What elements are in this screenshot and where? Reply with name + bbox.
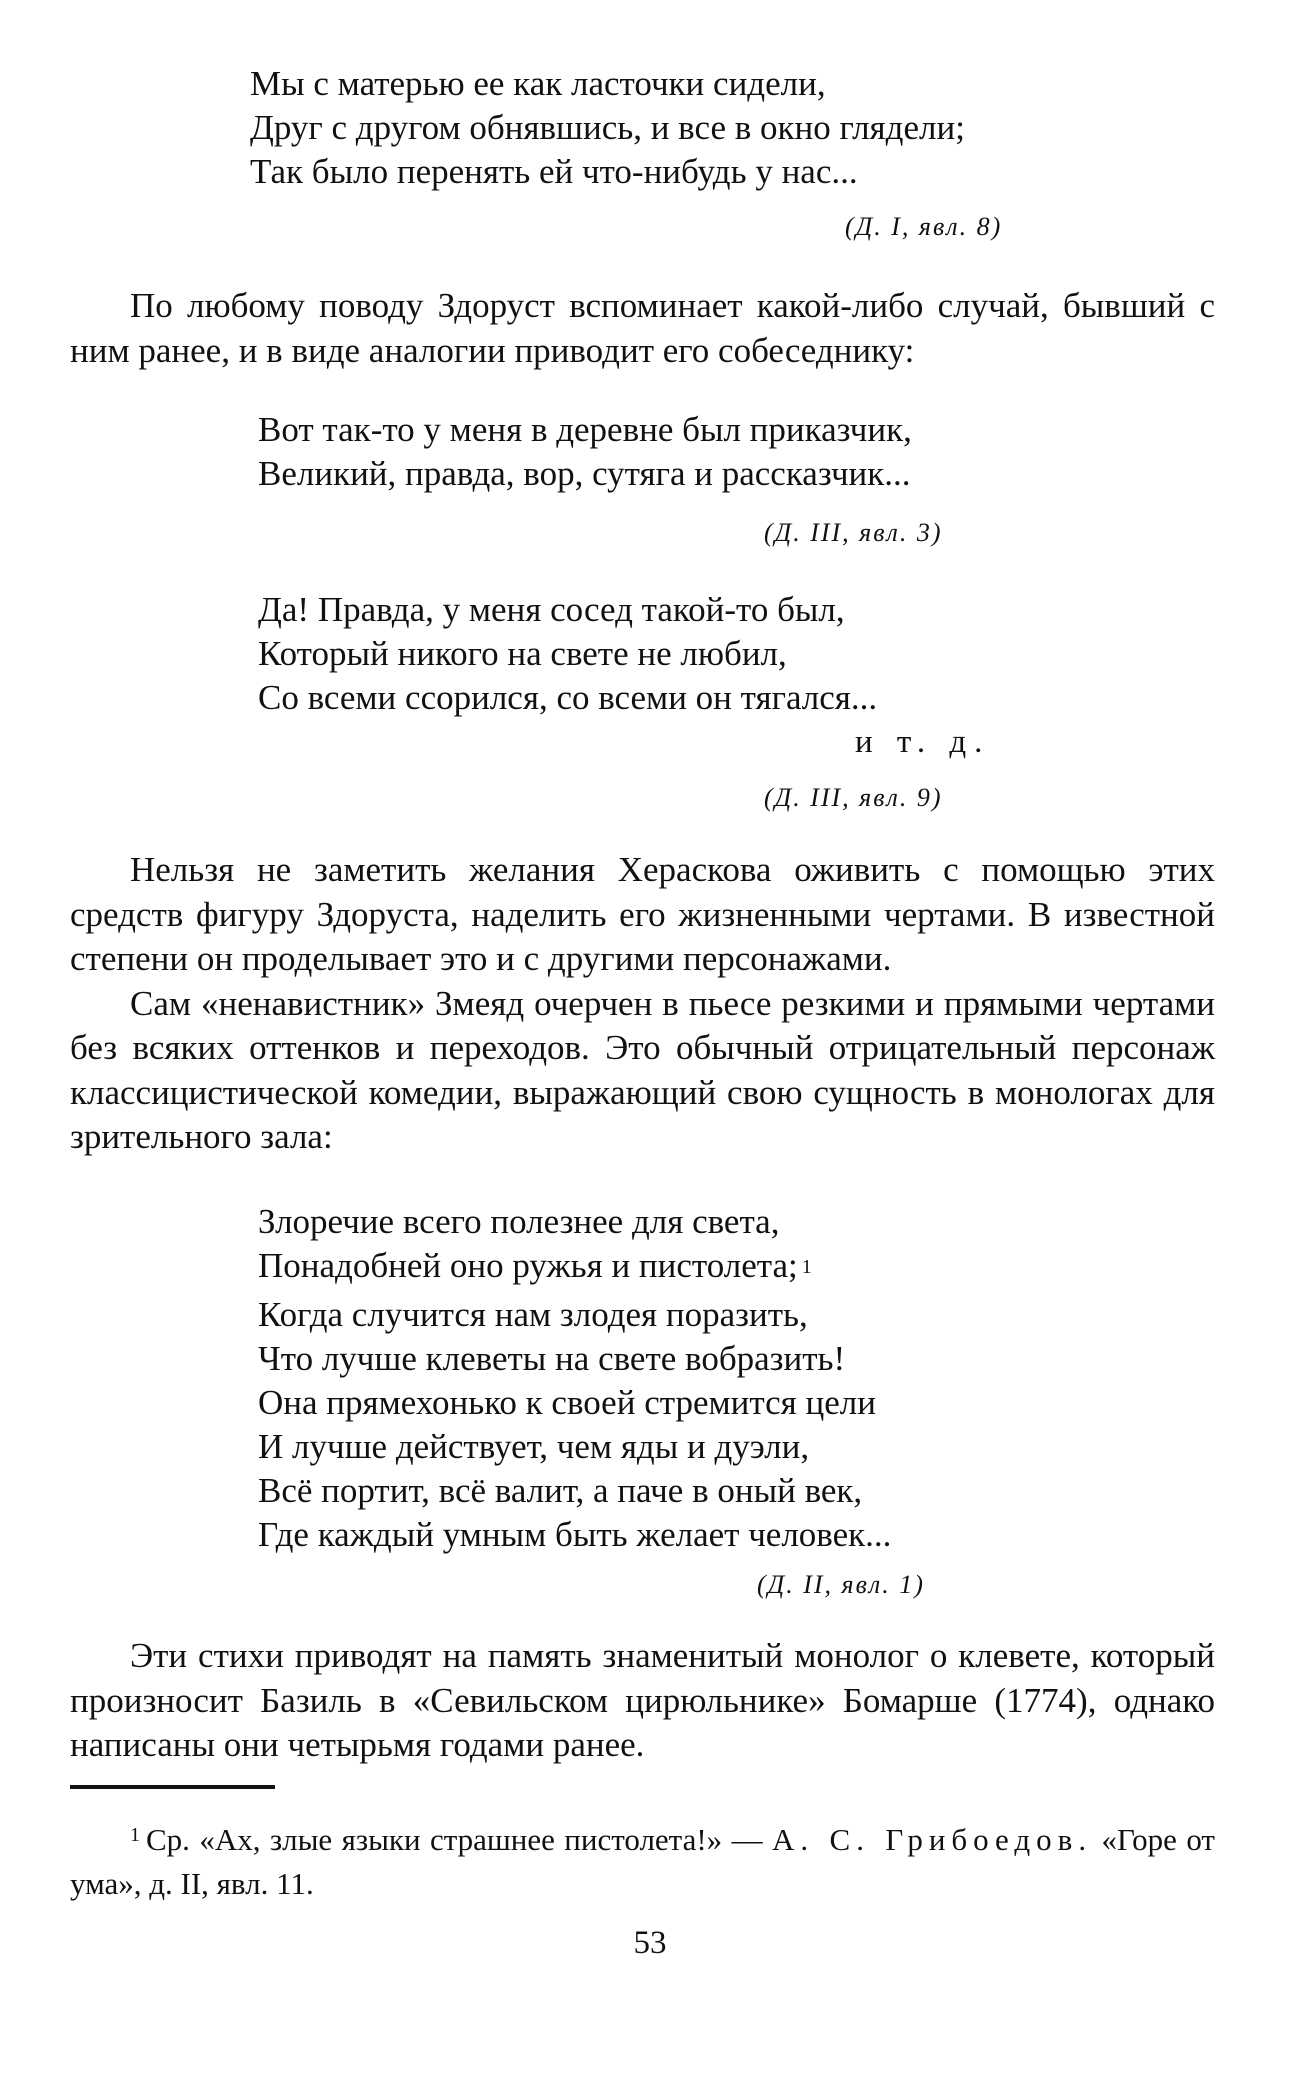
verse-quote-2 [258,408,912,496]
verse-quote-4 [258,1200,891,1557]
verse-line: Вот так-то у меня в деревне был приказчик, [258,410,912,449]
footnote-text: Ср. «Ах, злые языки страшнее пистолета!» — [146,1822,772,1857]
verse-line: Что лучше клеветы на свете вобразить! [258,1339,846,1378]
etc-note: и т. д. [855,724,991,760]
paragraph-text: Нельзя не заметить желания Хераскова оживить с помощью этих средств фигуру Здоруста, наделить его жизненными чертами. В известной степени он проделывает это и с другими персонажами. [70,850,1215,978]
footnote-number: 1 [130,1824,140,1846]
footnote [70,1820,1215,1903]
verse-line-text: Понадобней оно ружья и пистолета; [258,1246,798,1285]
verse-line: Мы с матерью ее как ласточки сидели, [250,64,826,103]
citation: (Д. II, явл. 1) [757,1570,925,1599]
verse-line: Когда случится нам злодея поразить, [258,1295,808,1334]
verse-line: Где каждый умным быть желает человек... [258,1515,892,1554]
paragraphs-block [70,848,1215,1160]
verse-line [258,1244,891,1293]
footnote-reference[interactable]: 1 [801,1256,812,1278]
verse-line: Со всеми ссорился, со всеми он тягался... [258,678,878,717]
verse-line: Да! Правда, у меня сосед такой-то был, [258,590,845,629]
citation: (Д. III, явл. 3) [764,518,943,547]
footnote-author: А. С. Грибоедов. [771,1822,1093,1857]
verse-quote-1 [250,62,965,194]
paragraph-text: Сам «ненавистник» Змеяд очерчен в пьесе резкими и прямыми чертами без всяких оттенков и переходов. Это обычный отрицательный персонаж классицистической комедии, выражающий свою сущность в монологах для зрительного зала: [70,983,1215,1156]
paragraph-text: По любому поводу Здоруст вспоминает какой-либо случай, бывший с ним ранее, и в виде аналогии приводит его собеседнику: [70,286,1215,370]
verse-line: Так было перенять ей что-нибудь у нас... [250,152,858,191]
paragraph-text: Эти стихи приводят на память знаменитый монолог о клевете, который произносит Базиль в «Севильском цирюльнике» Бомарше (1774), однако написаны они четырьмя годами ранее. [70,1636,1215,1764]
verse-line: И лучше действует, чем яды и дуэли, [258,1427,810,1466]
verse-line: Который никого на свете не любил, [258,634,787,673]
verse-line: Она прямехонько к своей стремится цели [258,1383,876,1422]
verse-line: Всё портит, всё валит, а паче в оный век, [258,1471,863,1510]
verse-quote-3 [258,588,877,720]
citation: (Д. III, явл. 9) [764,783,943,812]
citation: (Д. I, явл. 8) [845,212,1003,241]
footnote-source: «Горе от ума», д. II, явл. 11. [70,1822,1215,1901]
verse-line: Великий, правда, вор, сутяга и рассказчик... [258,454,911,493]
verse-line: Друг с другом обнявшись, и все в окно глядели; [250,108,965,147]
verse-line: Злоречие всего полезнее для света, [258,1202,780,1241]
page-number: 53 [633,1925,667,1961]
paragraph [70,1634,1215,1768]
paragraph [70,284,1215,373]
footnote-divider [70,1785,275,1789]
